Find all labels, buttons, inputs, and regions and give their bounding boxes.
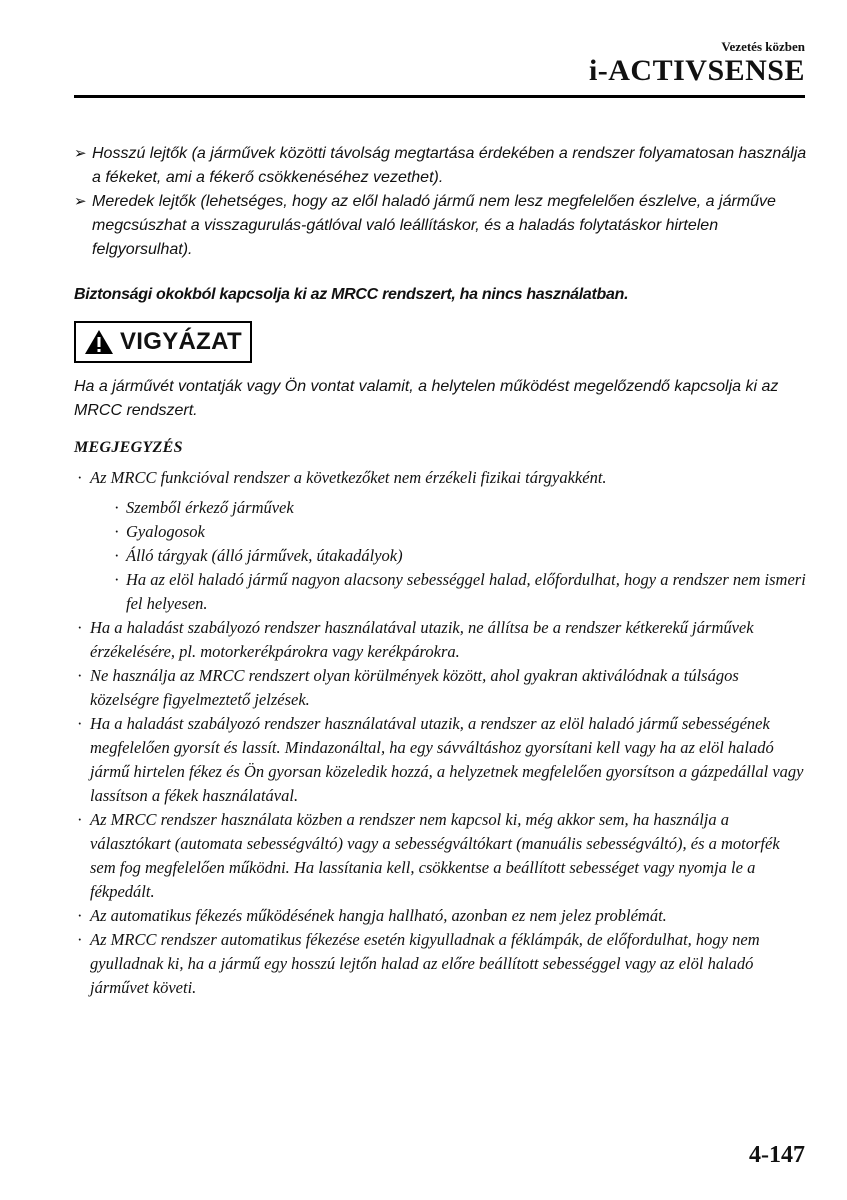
- bullet-dot-icon: ·: [77, 468, 83, 487]
- note-heading: MEGJEGYZÉS: [74, 439, 183, 456]
- arrowhead-icon: ➢: [74, 145, 87, 162]
- caution-label: VIGYÁZAT: [120, 328, 242, 355]
- note-item: [74, 712, 808, 808]
- note-item: [74, 808, 808, 904]
- bullet-dot-icon: ·: [77, 618, 83, 637]
- page-content: [74, 142, 808, 1000]
- note-text: Ha a haladást szabályozó rendszer használatával utazik, a rendszer az elöl haladó jármű sebességének megfelelően gyorsít és lassít. Mindazonáltal, ha egy sávváltáshoz gyorsítani kell vagy ha az elöl haladó jármű hirtelen fékez és Ön gyorsan közeledik hozzá, a helyzetnek megfelelően gyorsítson a gázpedállal vagy lassítson a fékek használatával.: [90, 714, 804, 805]
- bullet-dot-icon: ·: [114, 498, 120, 517]
- safety-note: Biztonsági okokból kapcsolja ki az MRCC rendszert, ha nincs használatban.: [74, 286, 629, 303]
- note-item: [74, 904, 808, 928]
- note-item: [74, 616, 808, 664]
- note-item: [74, 664, 808, 712]
- bullet-dot-icon: ·: [77, 666, 83, 685]
- arrow-bullet-item: [74, 142, 808, 190]
- arrow-bullet-list: [74, 142, 808, 262]
- arrowhead-icon: ➢: [74, 193, 87, 210]
- note-subitem: [90, 544, 808, 568]
- warning-triangle-icon: [84, 329, 114, 355]
- note-text: Ha a haladást szabályozó rendszer használatával utazik, ne állítsa be a rendszer kétkerekű járművek érzékelésére, pl. motorkerékpárokra vagy kerékpárokra.: [90, 618, 754, 661]
- bullet-dot-icon: ·: [114, 546, 120, 565]
- note-list: [74, 466, 808, 1000]
- bullet-dot-icon: ·: [114, 570, 120, 589]
- section-title: Vezetés közben: [721, 39, 805, 54]
- bullet-dot-icon: ·: [77, 906, 83, 925]
- note-subitem: [90, 568, 808, 616]
- header-rule: [74, 95, 805, 98]
- page-number: 4-147: [749, 1142, 805, 1168]
- note-text: Ne használja az MRCC rendszert olyan körülmények között, ahol gyakran aktiválódnak a túlságos közelségre figyelmeztető jelzések.: [90, 666, 739, 709]
- note-subitem-text: Ha az elöl haladó jármű nagyon alacsony sebességgel halad, előfordulhat, hogy a rendszer nem ismeri fel helyesen.: [126, 570, 806, 613]
- note-subitem-text: Gyalogosok: [126, 522, 205, 541]
- arrow-bullet-text: Meredek lejtők (lehetséges, hogy az elől haladó jármű nem lesz megfelelően észlelve, a járműve megcsúszhat a visszagurulás-gátlóval való leállításkor, és a haladás folytatáskor hirtelen felgyorsulhat).: [92, 193, 776, 258]
- note-subitem-text: Szemből érkező járművek: [126, 498, 294, 517]
- note-sublist: [90, 496, 808, 616]
- note-subitem: [90, 496, 808, 520]
- arrow-bullet-text: Hosszú lejtők (a járművek közötti távolság megtartása érdekében a rendszer folyamatosan használja a fékeket, ami a fékerő csökkenéséhez vezethet).: [92, 145, 807, 186]
- note-text: Az automatikus fékezés működésének hangja hallható, azonban ez nem jelez problémát.: [90, 906, 667, 925]
- bullet-dot-icon: ·: [77, 810, 83, 829]
- note-text: Az MRCC rendszer automatikus fékezése esetén kigyulladnak a féklámpák, de előfordulhat, hogy nem gyulladnak ki, ha a jármű egy hosszú lejtőn halad az előre beállított sebességgel vagy az elöl haladó járművet követi.: [90, 930, 760, 997]
- bullet-dot-icon: ·: [77, 930, 83, 949]
- caution-box: [74, 321, 252, 363]
- chapter-title: i-ACTIVSENSE: [588, 54, 805, 87]
- arrow-bullet-item: [74, 190, 808, 262]
- note-text: Az MRCC rendszer használata közben a rendszer nem kapcsol ki, még akkor sem, ha használja a választókart (automata sebességváltó) vagy a sebességváltókart (manuális sebességváltó), és a motorfék sem fog megfelelően működni. Ha lassítania kell, csökkentse a beállított sebességet vagy nyomja le a fékpedált.: [90, 810, 780, 901]
- note-text: Az MRCC funkcióval rendszer a következőket nem érzékeli fizikai tárgyakként.: [90, 468, 607, 487]
- bullet-dot-icon: ·: [114, 522, 120, 541]
- note-item: [74, 466, 808, 616]
- note-subitem-text: Álló tárgyak (álló járművek, útakadályok): [126, 546, 403, 565]
- caution-text: Ha a járművét vontatják vagy Ön vontat valamit, a helytelen működést megelőzendő kapcsolja ki az MRCC rendszert.: [74, 378, 779, 419]
- note-item: [74, 928, 808, 1000]
- bullet-dot-icon: ·: [77, 714, 83, 733]
- note-subitem: [90, 520, 808, 544]
